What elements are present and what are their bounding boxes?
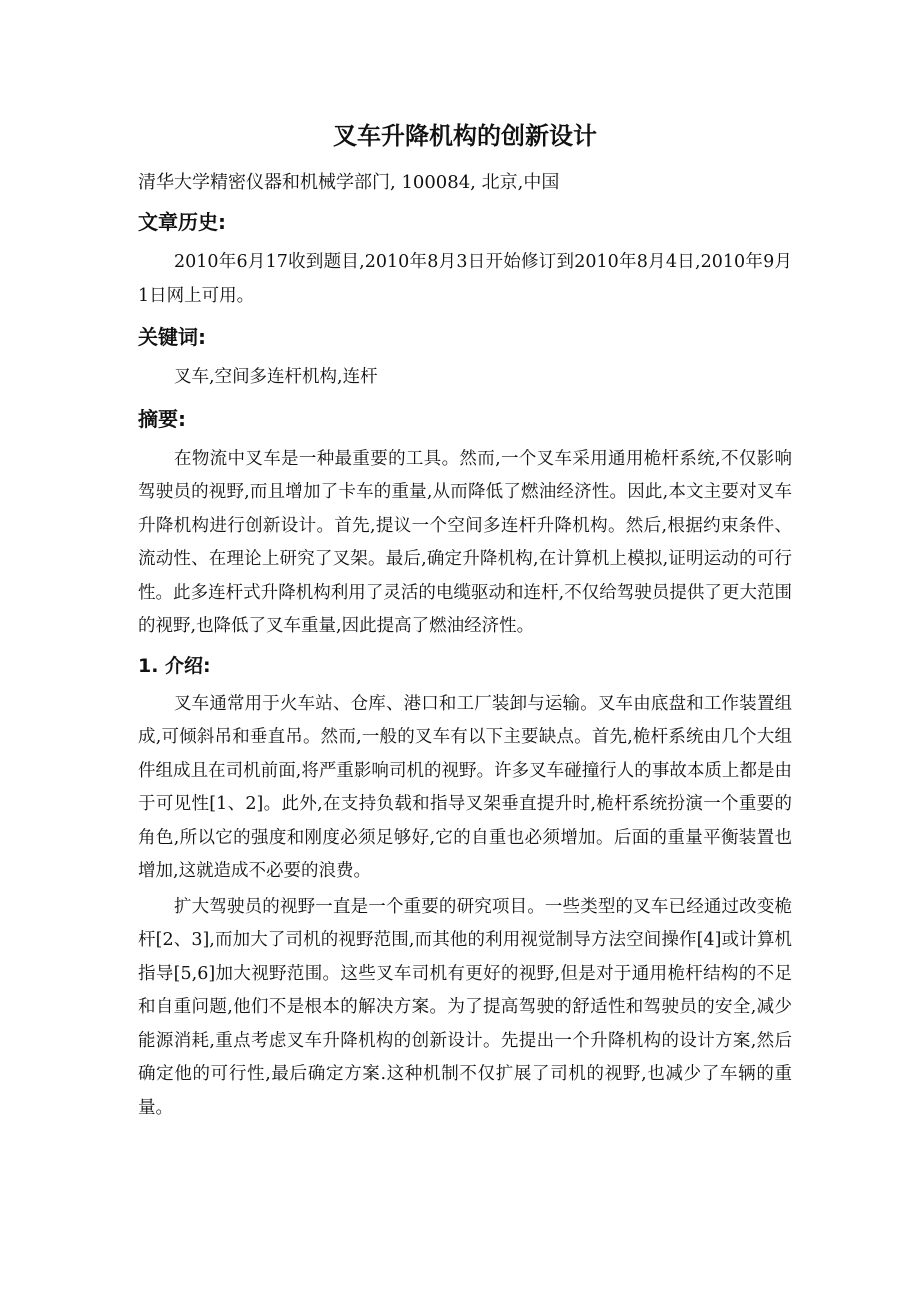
history-text: 2010年6月17收到题目,2010年8月3日开始修订到2010年8月4日,2010年9月1日网上可用。 — [138, 252, 792, 306]
abstract-text: 在物流中叉车是一种最重要的工具。然而,一个叉车采用通用桅杆系统,不仅影响驾驶员的视野,而且增加了卡车的重量,从而降低了燃油经济性。因此,本文主要对叉车升降机构进行创新设计。首先,提议一个空间多连杆升降机构。然后,根据约束条件、流动性、在理论上研究了叉架。最后,确定升降机构,在计算机上模拟,证明运动的可行性。此多连杆式升降机构利用了灵活的电缆驱动和连杆,不仅给驾驶员提供了更大范围的视野,也降低了叉车重量,因此提高了燃油经济性。 — [138, 448, 792, 636]
affiliation: 清华大学精密仪器和机械学部门, 100084, 北京,中国 — [138, 172, 560, 193]
intro-paragraph-1: 叉车通常用于火车站、仓库、港口和工厂装卸与运输。叉车由底盘和工作装置组成,可倾斜吊和垂直吊。然而,一般的叉车有以下主要缺点。首先,桅杆系统由几个大组件组成且在司机前面,将严重影响司机的视野。许多叉车碰撞行人的事故本质上都是由于可见性[1、2]。此外,在支持负载和指导叉架垂直提升时,桅杆系统扮演一个重要的角色,所以它的强度和刚度必须足够好,它的自重也必须增加。后面的重量平衡装置也增加,这就造成不必要的浪费。 — [138, 693, 792, 881]
keywords-heading: 关键词: — [138, 325, 206, 349]
history-heading: 文章历史: — [138, 210, 226, 234]
intro-paragraph-2: 扩大驾驶员的视野一直是一个重要的研究项目。一些类型的叉车已经通过改变桅杆[2、3],而加大了司机的视野范围,而其他的利用视觉制导方法空间操作[4]或计算机指导[5,6]加大视野范围。这些叉车司机有更好的视野,但是对于通用桅杆结构的不足和自重问题,他们不是根本的解决方案。为了提高驾驶的舒适性和驾驶员的安全,减少能源消耗,重点考虑叉车升降机构的创新设计。先提出一个升降机构的设计方案,然后确定他的可行性,最后确定方案.这种机制不仅扩展了司机的视野,也减少了车辆的重量。 — [138, 896, 792, 1118]
keywords-text: 叉车,空间多连杆机构,连杆 — [174, 367, 378, 387]
page-title: 叉车升降机构的创新设计 — [333, 122, 597, 150]
intro-heading: 1. 介绍: — [138, 654, 211, 677]
abstract-heading: 摘要: — [138, 406, 186, 431]
